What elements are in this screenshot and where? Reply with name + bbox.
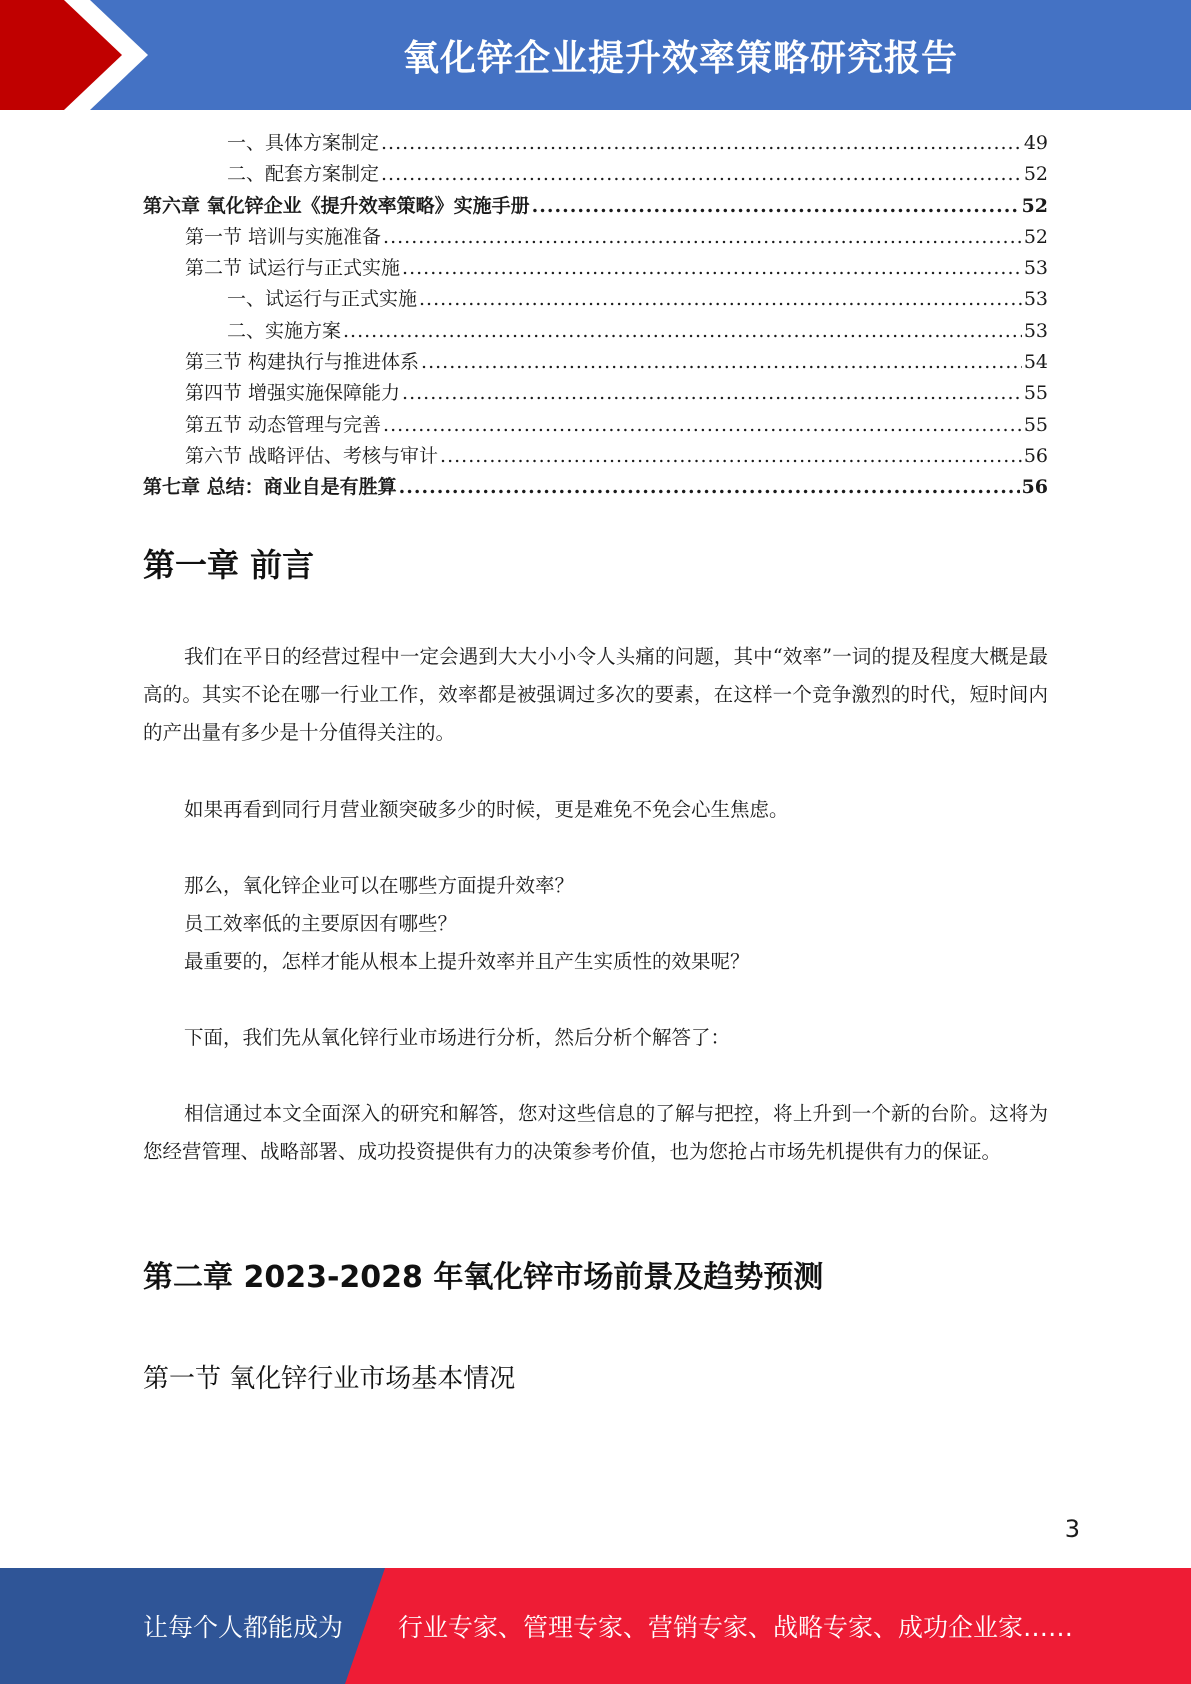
toc-entry-page: 53 — [1023, 288, 1048, 311]
toc-leader-dots — [402, 253, 1022, 284]
question-line: 最重要的，怎样才能从根本上提升效率并且产生实质性的效果呢？ — [184, 950, 750, 973]
page-number: 3 — [1064, 1515, 1080, 1543]
toc-leader-dots — [402, 378, 1022, 409]
toc-chapter-entry[interactable] — [143, 191, 1048, 222]
toc-entry-page: 52 — [1021, 194, 1048, 217]
toc-entry-page: 54 — [1023, 351, 1048, 374]
toc-entry-title: 第二节 试运行与正式实施 — [185, 257, 401, 280]
toc-leader-dots — [419, 284, 1022, 315]
table-of-contents — [143, 128, 1048, 504]
toc-entry-title: 第四节 增强实施保障能力 — [185, 382, 401, 405]
footer-banner — [0, 1568, 1191, 1684]
toc-leader-dots — [532, 191, 1020, 222]
toc-leader-dots — [381, 128, 1022, 159]
toc-leader-dots — [343, 316, 1022, 347]
toc-leader-dots — [421, 347, 1022, 378]
toc-entry-title: 一、具体方案制定 — [227, 132, 380, 154]
toc-entry-page: 53 — [1023, 257, 1048, 280]
toc-entry-title: 第五节 动态管理与完善 — [185, 413, 382, 436]
toc-entry[interactable] — [143, 159, 1048, 190]
question-line: 那么，氧化锌企业可以在哪些方面提升效率？ — [184, 874, 575, 897]
toc-entry-title: 第三节 构建执行与推进体系 — [185, 351, 420, 374]
toc-entry-title: 第六节 战略评估、考核与审计 — [185, 444, 439, 467]
toc-entry-page: 52 — [1023, 225, 1048, 248]
header-banner — [0, 0, 1191, 110]
paragraph: 如果再看到同行月营业额突破多少的时候，更是难免不免会心生焦虑。 — [184, 798, 789, 821]
toc-entry[interactable] — [143, 284, 1048, 315]
toc-entry[interactable] — [143, 316, 1048, 347]
toc-entry[interactable] — [143, 347, 1048, 378]
toc-leader-dots — [440, 441, 1022, 472]
paragraph: 我们在平日的经营过程中一定会遇到大大小小令人头痛的问题，其中“效率”一词的提及程度大概是最高的。其实不论在哪一行业工作，效率都是被强调过多次的要素，在这样一个竞争激烈的时代，短时间内的产出量有多少是十分值得关注的。 — [143, 645, 1048, 744]
toc-entry-title: 第七章 总结：商业自是有胜算 — [143, 476, 397, 499]
toc-entry[interactable] — [143, 222, 1048, 253]
toc-entry-page: 49 — [1023, 132, 1048, 154]
toc-entry-page: 55 — [1023, 382, 1048, 405]
question-line: 员工效率低的主要原因有哪些？ — [184, 912, 458, 935]
toc-chapter-entry[interactable] — [143, 472, 1048, 503]
toc-entry-page: 52 — [1023, 163, 1048, 186]
toc-entry-title: 二、配套方案制定 — [227, 163, 380, 186]
toc-entry-title: 一、试运行与正式实施 — [227, 288, 418, 311]
toc-leader-dots — [381, 159, 1022, 190]
toc-entry[interactable] — [143, 441, 1048, 472]
paragraph: 下面，我们先从氧化锌行业市场进行分析，然后分析个解答了： — [184, 1026, 731, 1049]
paragraph: 相信通过本文全面深入的研究和解答，您对这些信息的了解与把控，将上升到一个新的台阶。这将为您经营管理、战略部署、成功投资提供有力的决策参考价值，也为您抢占市场先机提供有力的保证。 — [143, 1102, 1048, 1163]
toc-entry-page: 55 — [1023, 413, 1048, 436]
toc-entry-page: 53 — [1023, 319, 1048, 342]
footer-slogan-right: 行业专家、管理专家、营销专家、战略专家、成功企业家…… — [398, 1613, 1074, 1642]
chapter-2-heading: 第二章 2023-2028 年氧化锌市场前景及趋势预测 — [143, 1260, 824, 1295]
report-title: 氧化锌企业提升效率策略研究报告 — [402, 37, 958, 79]
toc-leader-dots — [399, 472, 1020, 503]
toc-entry-page: 56 — [1023, 444, 1048, 467]
footer-slogan-left: 让每个人都能成为 — [143, 1613, 344, 1642]
toc-entry[interactable] — [143, 410, 1048, 441]
toc-entry-page: 56 — [1021, 476, 1048, 499]
toc-entry-title: 二、实施方案 — [227, 319, 342, 342]
toc-leader-dots — [383, 222, 1022, 253]
chapter-1-heading: 第一章 前言 — [143, 546, 315, 584]
toc-leader-dots — [383, 410, 1022, 441]
toc-entry-title: 第一节 培训与实施准备 — [185, 225, 382, 248]
toc-entry-title: 第六章 氧化锌企业《提升效率策略》实施手册 — [143, 194, 530, 217]
toc-entry[interactable] — [143, 378, 1048, 409]
toc-entry[interactable] — [143, 253, 1048, 284]
toc-entry[interactable] — [143, 128, 1048, 159]
section-heading: 第一节 氧化锌行业市场基本情况 — [143, 1364, 516, 1394]
